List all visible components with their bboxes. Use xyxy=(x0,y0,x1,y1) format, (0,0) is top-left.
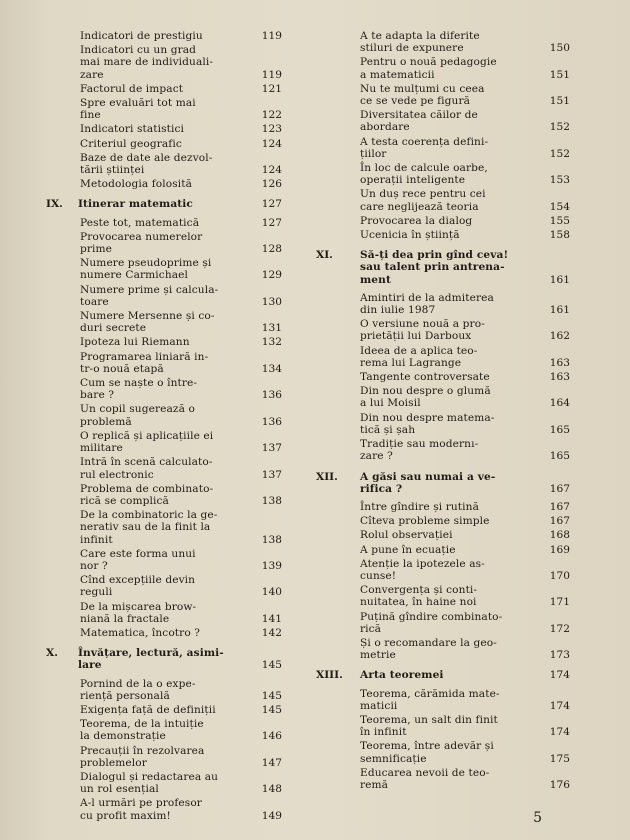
toc-entry xyxy=(42,310,282,334)
toc-entry xyxy=(312,637,570,661)
entry-page-number: 163 xyxy=(549,371,570,384)
toc-entry xyxy=(312,515,570,527)
entry-page-number: 145 xyxy=(261,689,282,702)
entry-page-number: 124 xyxy=(261,137,282,150)
entry-page-number: 122 xyxy=(261,109,282,122)
entry-title: Puțină gîndire combinato- rică xyxy=(360,610,503,635)
entry-page-number: 165 xyxy=(549,450,570,463)
entry-page-number: 149 xyxy=(261,809,282,822)
entry-page-number: 167 xyxy=(549,500,570,513)
entry-title: Programarea liniară in- tr-o nouă etapă xyxy=(80,350,209,375)
entry-page-number: 154 xyxy=(549,200,570,213)
toc-entry xyxy=(42,718,282,742)
entry-title: În loc de calcule oarbe, operații inteligente xyxy=(360,162,488,187)
entry-title: Intră în scenă calculato- rul electronic xyxy=(80,456,213,481)
entry-title: Între gîndire și rutină xyxy=(360,500,479,513)
toc-entry xyxy=(312,109,570,133)
entry-page-number: 132 xyxy=(261,336,282,349)
entry-title: Cum se naște o între- bare ? xyxy=(80,377,198,402)
entry-page-number: 123 xyxy=(261,123,282,136)
entry-title: Diversitatea căilor de abordare xyxy=(360,109,478,134)
toc-entry xyxy=(42,771,282,795)
chapter-number: X. xyxy=(46,647,58,660)
entry-title: De la combinatoric la ge- nerativ sau de la finit la infinit xyxy=(80,509,218,546)
entry-page-number: 148 xyxy=(261,783,282,796)
toc-entry xyxy=(42,44,282,81)
entry-title: Numere Mersenne și co- duri secrete xyxy=(80,310,215,335)
entry-title: A te adapta la diferite stiluri de expunere xyxy=(360,30,480,55)
toc-entry xyxy=(42,456,282,480)
entry-page-number: 174 xyxy=(549,726,570,739)
toc-entry xyxy=(312,501,570,513)
entry-title: Să-ți dea prin gînd ceva! sau talent prin antrena- ment xyxy=(360,249,509,286)
entry-title: Matematica, încotro ? xyxy=(80,626,201,639)
entry-page-number: 152 xyxy=(549,121,570,134)
entry-title: Și o recomandare la geo- metrie xyxy=(360,636,497,662)
entry-title: Teorema, un salt din finit în infinit xyxy=(360,713,498,739)
toc-entry xyxy=(42,678,282,702)
toc-entry xyxy=(42,97,282,121)
entry-title: Din nou despre matema- tică și șah xyxy=(360,411,495,436)
entry-page-number: 136 xyxy=(261,415,282,428)
toc-entry xyxy=(42,797,282,821)
toc-entry xyxy=(42,178,282,190)
toc-entry xyxy=(312,385,570,409)
entry-title: Tradiție sau modernı- zare ? xyxy=(360,438,479,463)
toc-entry xyxy=(42,403,282,427)
chapter-number: XII. xyxy=(316,470,338,483)
entry-page-number: 137 xyxy=(261,468,282,481)
entry-title: Precauții în rezolvarea problemelor xyxy=(80,744,205,769)
toc-entry xyxy=(42,30,282,42)
entry-title: Provocarea la dialog xyxy=(360,214,473,227)
entry-page-number: 176 xyxy=(549,778,570,791)
entry-page-number: 162 xyxy=(549,330,570,343)
toc-entry xyxy=(312,688,570,712)
entry-page-number: 161 xyxy=(549,304,570,317)
toc-entry xyxy=(42,430,282,454)
toc-entry xyxy=(312,188,570,212)
toc-column-right xyxy=(312,30,570,793)
toc-entry xyxy=(312,83,570,107)
entry-page-number: 119 xyxy=(261,30,282,42)
entry-page-number: 131 xyxy=(261,322,282,335)
entry-page-number: 145 xyxy=(261,703,282,716)
entry-title: De la mișcarea brow- niană la fractale xyxy=(80,600,197,625)
entry-title: O replică și aplicațiile ei militare xyxy=(80,429,214,455)
entry-page-number: 127 xyxy=(261,216,282,229)
chapter-number: XI. xyxy=(316,249,333,262)
entry-title: Peste tot, matematică xyxy=(80,216,200,229)
entry-title: O versiune nouă a pro- prietății lui Darboux xyxy=(360,318,485,343)
entry-title: Care este forma unui nor ? xyxy=(80,547,196,572)
entry-title: Rolul observației xyxy=(360,529,453,542)
entry-page-number: 139 xyxy=(261,559,282,572)
toc-chapter-entry xyxy=(312,669,570,681)
entry-title: A testa coerența defini- țiilor xyxy=(360,135,489,160)
entry-page-number: 165 xyxy=(549,423,570,436)
entry-page-number: 130 xyxy=(261,295,282,308)
toc-entry xyxy=(42,231,282,255)
entry-page-number: 161 xyxy=(549,273,570,286)
entry-title: Ipoteza lui Riemann xyxy=(80,336,190,349)
entry-page-number: 140 xyxy=(261,586,282,599)
entry-page-number: 119 xyxy=(261,68,282,81)
entry-title: Nu te mulțumi cu ceea ce se vede pe figură xyxy=(360,82,485,108)
entry-page-number: 134 xyxy=(261,362,282,375)
entry-title: Problema de combinato- rică se complică xyxy=(80,482,214,507)
toc-entry xyxy=(312,412,570,436)
toc-entry xyxy=(312,611,570,635)
entry-page-number: 173 xyxy=(549,649,570,662)
entry-title: Ideea de a aplica teo- rema lui Lagrange xyxy=(360,344,478,369)
toc-entry xyxy=(312,529,570,541)
toc-entry xyxy=(312,438,570,462)
entry-title: Factorul de impact xyxy=(80,82,184,95)
toc-entry xyxy=(312,345,570,369)
entry-page-number: 152 xyxy=(549,147,570,160)
entry-title: Învățare, lectură, asimi- lare xyxy=(78,647,224,672)
entry-title: Indicatori cu un grad mai mare de individuali- zare xyxy=(80,44,214,81)
entry-page-number: 138 xyxy=(261,533,282,546)
entry-page-number: 121 xyxy=(261,82,282,95)
entry-title: Cînd excepțiile devin reguli xyxy=(80,574,196,599)
toc-entry xyxy=(42,627,282,639)
toc-entry xyxy=(42,745,282,769)
toc-entry xyxy=(312,215,570,227)
entry-page-number: 141 xyxy=(261,612,282,625)
entry-page-number: 167 xyxy=(549,515,570,528)
entry-page-number: 174 xyxy=(549,669,570,682)
entry-page-number: 127 xyxy=(261,198,282,211)
chapter-number: IX. xyxy=(46,198,63,211)
entry-title: Indicatori de prestigiu xyxy=(80,30,203,42)
toc-entry xyxy=(42,704,282,716)
entry-title: Baze de date ale dezvol- tării științei xyxy=(80,151,213,177)
toc-entry xyxy=(42,217,282,229)
toc-chapter-entry xyxy=(42,647,282,671)
entry-page-number: 158 xyxy=(549,229,570,242)
entry-page-number: 124 xyxy=(261,164,282,177)
entry-title: Tangente controversate xyxy=(360,371,490,384)
entry-page-number: 129 xyxy=(261,269,282,282)
toc-entry xyxy=(42,548,282,572)
entry-page-number: 128 xyxy=(261,243,282,256)
entry-title: Teorema, de la intuiție la demonstrație xyxy=(80,718,204,743)
entry-title: Teorema, cărămida mate- maticii xyxy=(360,687,500,712)
entry-page-number: 155 xyxy=(549,214,570,227)
entry-page-number: 164 xyxy=(549,397,570,410)
toc-entry xyxy=(42,152,282,176)
entry-title: Numere pseudoprime și numere Carmichael xyxy=(80,257,212,282)
entry-title: Un duș rece pentru cei care neglijează teoria xyxy=(360,188,486,213)
entry-page-number: 168 xyxy=(549,529,570,542)
page-number: 5 xyxy=(533,810,542,826)
entry-page-number: 167 xyxy=(549,482,570,495)
entry-title: Cîteva probleme simple xyxy=(360,515,490,528)
toc-column-left xyxy=(42,30,282,824)
toc-entry xyxy=(42,377,282,401)
toc-entry xyxy=(42,351,282,375)
entry-page-number: 145 xyxy=(261,659,282,672)
entry-title: Arta teoremei xyxy=(360,669,444,682)
entry-title: A pune în ecuație xyxy=(360,543,456,556)
entry-title: Numere prime și calcula- toare xyxy=(80,283,219,308)
entry-title: Itinerar matematic xyxy=(78,198,193,211)
entry-page-number: 170 xyxy=(549,569,570,582)
entry-page-number: 150 xyxy=(549,42,570,55)
toc-entry xyxy=(312,767,570,791)
entry-page-number: 146 xyxy=(261,730,282,743)
toc-entry xyxy=(312,136,570,160)
entry-page-number: 171 xyxy=(549,596,570,609)
toc-entry xyxy=(42,574,282,598)
entry-page-number: 136 xyxy=(261,389,282,402)
entry-title: Amintiri de la admiterea din iulie 1987 xyxy=(360,291,494,317)
entry-title: Educarea nevoii de teo- remă xyxy=(360,766,490,791)
entry-title: Ucenicia în știință xyxy=(360,229,460,242)
toc-entry xyxy=(312,740,570,764)
entry-title: Criteriul geografic xyxy=(80,137,182,150)
toc-entry xyxy=(312,558,570,582)
entry-page-number: 175 xyxy=(549,752,570,765)
entry-page-number: 126 xyxy=(261,178,282,191)
entry-title: Spre evaluări tot mai fine xyxy=(80,97,196,122)
toc-chapter-entry xyxy=(312,249,570,286)
toc-chapter-entry xyxy=(312,471,570,495)
entry-page-number: 163 xyxy=(549,356,570,369)
entry-page-number: 151 xyxy=(549,95,570,108)
toc-entry xyxy=(312,30,570,54)
toc-entry xyxy=(42,138,282,150)
toc-entry xyxy=(42,509,282,546)
entry-title: Din nou despre o glumă a lui Moisil xyxy=(360,385,491,410)
toc-entry xyxy=(312,584,570,608)
entry-page-number: 138 xyxy=(261,494,282,507)
toc-entry xyxy=(42,257,282,281)
toc-chapter-entry xyxy=(42,198,282,210)
entry-title: Metodologia folosită xyxy=(80,178,192,191)
toc-entry xyxy=(42,284,282,308)
toc-entry xyxy=(42,123,282,135)
entry-page-number: 174 xyxy=(549,699,570,712)
entry-title: Un copil sugerează o problemă xyxy=(80,403,195,428)
entry-title: A-l urmări pe profesor cu profit maxim! xyxy=(80,797,202,822)
entry-title: Pentru o nouă pedagogie a matematicii xyxy=(360,56,497,81)
entry-title: Teorema, între adevăr și semnificație xyxy=(360,740,494,765)
entry-title: Pornind de la o expe- riență personală xyxy=(80,677,196,702)
toc-entry xyxy=(42,336,282,348)
entry-page-number: 169 xyxy=(549,543,570,556)
toc-entry xyxy=(312,318,570,342)
entry-page-number: 142 xyxy=(261,626,282,639)
toc-entry xyxy=(312,292,570,316)
toc-entry xyxy=(312,714,570,738)
toc-entry xyxy=(42,601,282,625)
entry-title: Provocarea numerelor prime xyxy=(80,230,203,256)
entry-title: Convergența și conti- nuitatea, în haine noi xyxy=(360,584,478,609)
toc-entry xyxy=(42,83,282,95)
toc-entry xyxy=(42,483,282,507)
entry-title: A găsi sau numai a ve- rifica ? xyxy=(360,470,496,495)
entry-page-number: 147 xyxy=(261,756,282,769)
entry-title: Exigența față de definiții xyxy=(80,703,216,716)
toc-entry xyxy=(312,162,570,186)
chapter-number: XIII. xyxy=(316,669,343,682)
toc-entry xyxy=(312,544,570,556)
entry-title: Indicatori statistici xyxy=(80,123,185,136)
entry-page-number: 137 xyxy=(261,442,282,455)
toc-entry xyxy=(312,56,570,80)
entry-title: Dialogul și redactarea au un rol esențial xyxy=(80,770,219,796)
entry-page-number: 172 xyxy=(549,622,570,635)
entry-title: Atenție la ipotezele as- cunse! xyxy=(360,557,485,582)
entry-page-number: 151 xyxy=(549,68,570,81)
toc-entry xyxy=(312,229,570,241)
toc-entry xyxy=(312,371,570,383)
entry-page-number: 153 xyxy=(549,174,570,187)
